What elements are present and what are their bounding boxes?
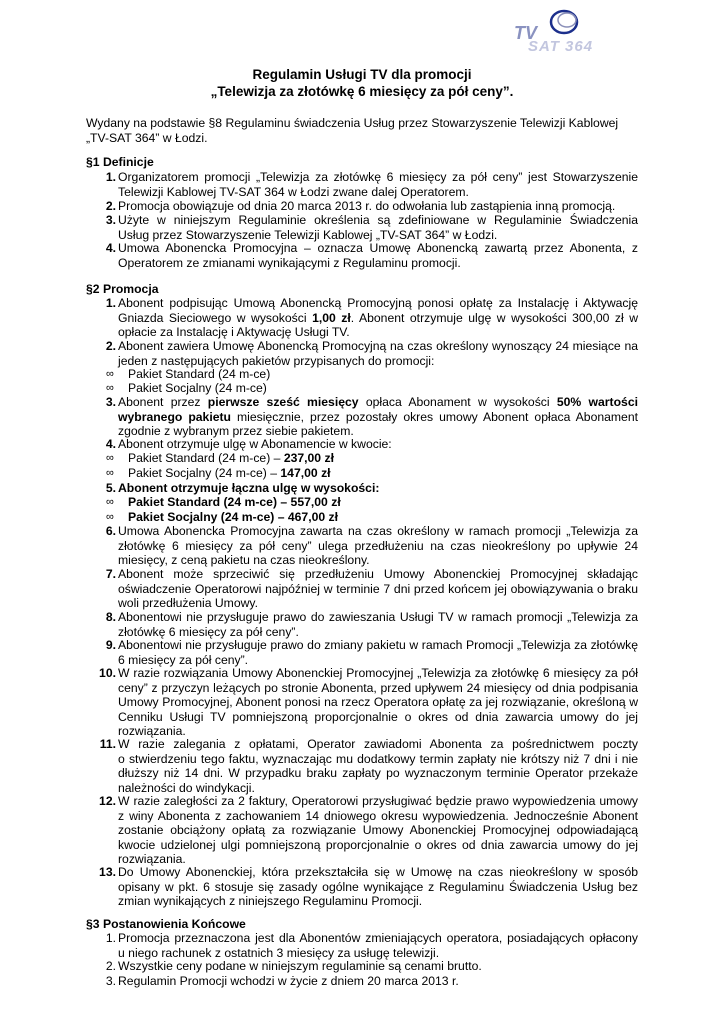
bullet-icon: ∞ <box>106 452 114 464</box>
s3-item-2: Wszystkie ceny podane w niniejszym regulaminie są cenami brutto. <box>118 959 482 973</box>
s2-item-number: 11. <box>99 737 116 751</box>
package-item: Pakiet Socjalny (24 m-ce) <box>128 381 267 395</box>
svg-text:TV: TV <box>514 23 538 43</box>
bullet-icon: ∞ <box>106 496 114 508</box>
package-total-relief: Pakiet Standard (24 m-ce) – 557,00 zł <box>128 495 341 509</box>
s2-item-number: 2. <box>105 339 116 353</box>
s1-item-3: Użyte w niniejszym Regulaminie określenia są zdefiniowane w Regulaminie Świadczenia Usług przez Stowarzyszenie Telewizji Kablowej „TV-SAT 364” w Łodzi. <box>118 213 638 242</box>
s2-item-number: 10. <box>99 666 116 680</box>
s2-item-1: Abonent podpisując Umową Abonencką Promocyjną ponosi opłatę za Instalację i Aktywację Gniazda Sieciowego w wysokości 1,00 zł. Abonent otrzymuje ulgę w wysokości 300,00 zł w opłacie za Instalację i Aktywację Usługi TV. <box>118 296 638 339</box>
package-relief: Pakiet Socjalny (24 m-ce) – 147,00 zł <box>128 466 331 480</box>
s2-item-9: Abonentowi nie przysługuje prawo do zmiany pakietu w ramach Promocji „Telewizja za złotówkę 6 miesięcy za pół ceny”. <box>118 638 638 667</box>
s1-item-1: Organizatorem promocji „Telewizja za złotówkę 6 miesięcy za pół ceny” jest Stowarzyszenie Telewizji Kablowej TV-SAT 364 w Łodzi zwane dalej Operatorem. <box>118 170 638 199</box>
s2-item-11: W razie zalegania z opłatami, Operator zawiadomi Abonenta za pośrednictwem poczty o stwierdzeniu tego faktu, wyznaczając mu dodatkowy termin zapłaty nie krótszy niż 7 dni i nie dłuższy niż 14 dni. W przypadku braku zapłaty po wyznaczonym terminie Operator przekaże należności do windykacji. <box>118 737 638 795</box>
s2-item-number: 7. <box>105 567 116 581</box>
intro-line1: Wydany na podstawie §8 Regulaminu świadczenia Usług przez Stowarzyszenie Telewizji Kablowej <box>86 116 619 130</box>
tv-sat-364-logo <box>512 8 622 54</box>
s2-item-number: 5. <box>105 481 116 495</box>
s2-item-2: Abonent zawiera Umowę Abonencką Promocyjną na czas określony wynoszący 24 miesiące na jeden z następujących pakietów przypisanych do promocji: <box>118 339 638 368</box>
svg-text:SAT 364: SAT 364 <box>528 38 594 54</box>
section2-heading: §2 Promocja <box>86 282 159 296</box>
s1-item-number: 3. <box>105 213 116 227</box>
s2-item-number: 3. <box>105 395 116 409</box>
s2-item-4: Abonent otrzymuje ulgę w Abonamencie w kwocie: <box>118 437 392 451</box>
s2-item-number: 13. <box>99 865 116 879</box>
s3-item-number: 1. <box>105 931 116 945</box>
s1-item-4: Umowa Abonencka Promocyjna – oznacza Umowę Abonencką zawartą przez Abonenta, z Operatorem ze zmianami wynikającymi z Regulaminu promocji. <box>118 241 638 270</box>
s2-item-7: Abonent może sprzeciwić się przedłużeniu Umowy Abonenckiej Promocyjnej składając oświadczenie Operatorowi najpóźniej w terminie 7 dni przed końcem jej obowiązywania o braku woli przedłużenia Umowy. <box>118 567 638 610</box>
document-title-line1: Regulamin Usługi TV dla promocji <box>252 67 472 82</box>
s3-item-1: Promocja przeznaczona jest dla Abonentów zmieniających operatora, posiadających opłacony u niego rachunek z ostatnich 3 miesięcy za usługę telewizji. <box>118 931 638 960</box>
s2-item-number: 9. <box>105 638 116 652</box>
s2-item-12: W razie zaległości za 2 faktury, Operatorowi przysługiwać będzie prawo wypowiedzenia umowy z winy Abonenta z zachowaniem 14 dniowego okresu wypowiedzenia. Jednocześnie Abonent zostanie obciążony opłatą za rozwiązanie Umowy Abonenckiej Promocyjnej odpowiadającą kwocie udzielonej ulgi pomniejszoną proporcjonalnie o okres od dnia zawarcia umowy do jej rozwiązania. <box>118 794 638 866</box>
s2-item-number: 12. <box>99 794 116 808</box>
s1-item-number: 2. <box>105 199 116 213</box>
s3-item-number: 2. <box>105 959 116 973</box>
section1-heading: §1 Definicje <box>86 155 154 169</box>
s1-item-number: 1. <box>105 170 116 184</box>
s2-item-6: Umowa Abonencka Promocyjna zawarta na czas określony w ramach promocji „Telewizja za złotówkę 6 miesięcy za pół ceny” ulega przedłużeniu na czas nieokreślony po upływie 24 miesięcy, z ceną pakietu na czas nieokreślony. <box>118 524 638 567</box>
s1-item-number: 4. <box>105 241 116 255</box>
s2-item-number: 4. <box>105 437 116 451</box>
s2-item-13: Do Umowy Abonenckiej, która przekształciła się w Umowę na czas nieokreślony w sposób opisany w pkt. 6 stosuje się zasady ogólne wynikające z Regulaminu Świadczenia Usług bez zmian wynikających z niniejszego Regulaminu Promocji. <box>118 865 638 908</box>
s2-item-number: 8. <box>105 610 116 624</box>
package-relief: Pakiet Standard (24 m-ce) – 237,00 zł <box>128 451 334 465</box>
intro-line2: „TV-SAT 364” w Łodzi. <box>86 131 208 145</box>
s2-item-5: Abonent otrzymuje łączna ulgę w wysokości: <box>118 481 380 495</box>
s2-item-number: 6. <box>105 524 116 538</box>
bullet-icon: ∞ <box>106 382 114 394</box>
s2-item-number: 1. <box>105 296 116 310</box>
s1-item-2: Promocja obowiązuje od dnia 20 marca 2013 r. do odwołania lub zastąpienia inną promocją. <box>118 199 616 213</box>
s3-item-number: 3. <box>105 974 116 988</box>
section3-heading: §3 Postanowienia Końcowe <box>86 917 246 931</box>
bullet-icon: ∞ <box>106 467 114 479</box>
document-title-line2: „Telewizja za złotówkę 6 miesięcy za pół ceny”. <box>210 84 514 99</box>
s3-item-3: Regulamin Promocji wchodzi w życie z dniem 20 marca 2013 r. <box>118 974 459 988</box>
package-total-relief: Pakiet Socjalny (24 m-ce) – 467,00 zł <box>128 510 339 524</box>
s2-item-8: Abonentowi nie przysługuje prawo do zawieszania Usługi TV w ramach promocji „Telewizja za złotówkę 6 miesięcy za pół ceny”. <box>118 610 638 639</box>
bullet-icon: ∞ <box>106 511 114 523</box>
bullet-icon: ∞ <box>106 368 114 380</box>
package-item: Pakiet Standard (24 m-ce) <box>128 367 271 381</box>
s2-item-10: W razie rozwiązania Umowy Abonenckiej Promocyjnej „Telewizja za złotówkę 6 miesięcy za pół ceny” z przyczyn leżących po stronie Abonenta, przed upływem 24 miesięcy od dnia podpisania Umowy Promocyjnej, Abonent ponosi na rzecz Operatora opłatę za jej rozwiązanie, określoną w Cenniku Usługi TV pomniejszoną proporcjonalnie o okres od dnia zawarcia umowy do jej rozwiązania. <box>118 666 638 738</box>
s2-item-3: Abonent przez pierwsze sześć miesięcy opłaca Abonament w wysokości 50% wartości wybranego pakietu miesięcznie, przez pozostały okres umowy Abonent opłaca Abonament zgodnie z wybranym przez siebie pakietem. <box>118 395 638 438</box>
